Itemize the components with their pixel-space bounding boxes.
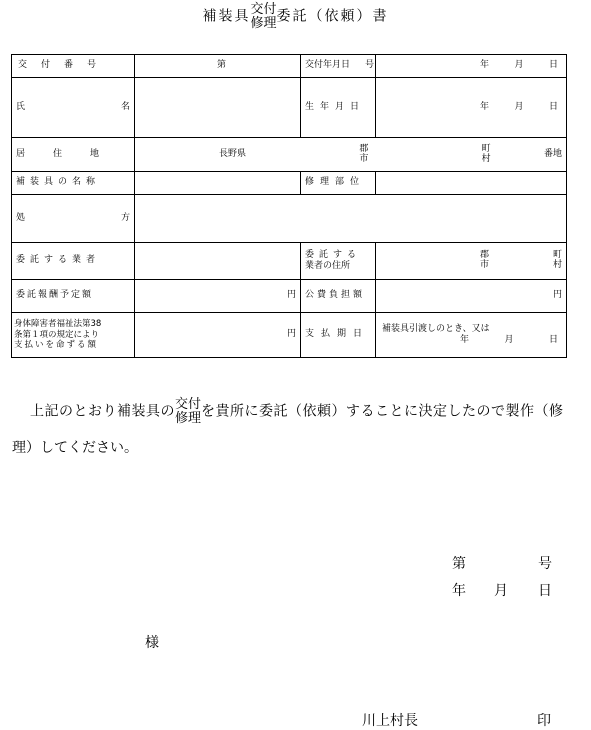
title-stack-bottom: 修理	[250, 15, 277, 31]
field-name[interactable]	[135, 78, 301, 138]
contractor-gun-shi	[480, 251, 489, 271]
field-issue-date[interactable]	[376, 55, 567, 78]
date-day: 日	[548, 335, 558, 345]
field-contractor[interactable]	[135, 243, 301, 280]
title-stack	[250, 3, 276, 30]
row-prescription	[12, 195, 567, 243]
date-day: 日	[548, 101, 558, 112]
contractor-address-line1: 委託する	[305, 249, 362, 260]
label-contractor: 委託する業者	[12, 243, 135, 280]
mayor-title: 川上村長	[362, 713, 418, 729]
gun-text: 郡	[480, 250, 490, 261]
date-year: 年	[480, 101, 490, 112]
body-stack-top: 交付	[175, 397, 202, 412]
footer-year: 年	[452, 583, 466, 599]
burden-yen: 円	[552, 290, 562, 301]
footer-no-suffix: 号	[538, 556, 552, 572]
label-prescription-a: 処	[16, 212, 26, 223]
fee-yen: 円	[286, 290, 296, 301]
row-contractor	[12, 243, 567, 280]
contractor-address-line2: 業者の住所	[305, 261, 351, 271]
field-fee[interactable]	[135, 280, 301, 313]
title-before: 補装具	[202, 8, 251, 25]
label-birth-date: 生年月日	[301, 78, 376, 138]
body-text-2: を貴所に委託（依頼）することに決定したので製作（修	[201, 403, 564, 420]
footer-no-prefix: 第	[452, 556, 466, 572]
field-public-burden[interactable]	[376, 280, 567, 313]
label-repair-part: 修理部位	[301, 172, 376, 195]
machi-text: 町	[481, 143, 491, 154]
shi-text: 市	[359, 153, 369, 164]
row-payment	[12, 313, 567, 358]
date-day: 日	[548, 60, 558, 71]
body-stack	[175, 398, 201, 425]
field-payment-date[interactable]	[376, 313, 567, 358]
label-prescription-b: 方	[120, 212, 130, 223]
field-contractor-address[interactable]	[376, 243, 567, 280]
field-prescription[interactable]	[135, 195, 567, 243]
label-fee: 委託報酬予定額	[12, 280, 135, 313]
label-name-b: 名	[120, 101, 130, 112]
field-repair-part[interactable]	[376, 172, 567, 195]
footer-month: 月	[494, 583, 508, 599]
label-payment-amount	[12, 313, 135, 358]
label-issue-date: 交付年月日	[301, 55, 376, 78]
label-public-burden: 公費負担額	[301, 280, 376, 313]
mura-text: 村	[552, 260, 562, 270]
address-prefecture: 長野県	[219, 148, 247, 159]
date-month: 月	[514, 101, 524, 112]
label-name	[12, 78, 135, 138]
payment-yen: 円	[286, 329, 296, 340]
field-device-name[interactable]	[135, 172, 301, 195]
label-payment-date: 支払期日	[301, 313, 376, 358]
body-text-3: 理）してください。	[12, 440, 138, 457]
payment-label-line1: 身体障害者福祉法第38	[14, 319, 102, 330]
title-after: 委託（依頼）書	[276, 8, 389, 25]
title-stack-top: 交付	[250, 2, 277, 17]
gun-text: 郡	[359, 143, 369, 154]
footer-day: 日	[538, 583, 552, 599]
row-address	[12, 138, 567, 172]
addressee-sama: 様	[145, 635, 159, 651]
row-fee	[12, 280, 567, 313]
field-payment-amount[interactable]	[135, 313, 301, 358]
no-suffix: 号	[364, 60, 374, 71]
row-issue-number	[12, 55, 567, 78]
no-prefix: 第	[217, 60, 227, 71]
date-month: 月	[504, 335, 514, 345]
contractor-machi-mura	[553, 251, 562, 271]
body-text-1: 上記のとおり補装具の	[30, 403, 175, 420]
label-issue-number	[12, 55, 135, 78]
shi-text: 市	[480, 260, 490, 270]
body-paragraph	[12, 398, 582, 455]
date-year: 年	[480, 60, 490, 71]
body-stack-bottom: 修理	[175, 410, 202, 426]
row-device-name	[12, 172, 567, 195]
date-month: 月	[514, 60, 524, 71]
address-gun-shi	[359, 145, 368, 165]
label-contractor-address	[301, 243, 376, 280]
label-prescription	[12, 195, 135, 243]
label-name-a: 氏	[16, 101, 26, 112]
address-banchi: 番地	[543, 148, 562, 159]
machi-text: 町	[552, 250, 562, 261]
label-text: 交付番号	[18, 60, 111, 71]
payment-note: 補装具引渡しのとき、又は	[382, 323, 490, 334]
form-table	[11, 54, 567, 358]
label-device-name: 補装具の名称	[12, 172, 135, 195]
field-birth-date[interactable]	[376, 78, 567, 138]
field-address[interactable]	[135, 138, 567, 172]
payment-label-line2: 条第１項の規定により	[14, 329, 100, 340]
label-address: 居住地	[12, 138, 135, 172]
date-year: 年	[460, 335, 470, 345]
payment-label-line3: 支払いを命ずる額	[14, 340, 99, 351]
row-name	[12, 78, 567, 138]
seal-mark: 印	[537, 713, 551, 729]
address-machi-mura	[482, 145, 491, 165]
document-title	[0, 3, 591, 30]
mura-text: 村	[481, 153, 491, 164]
